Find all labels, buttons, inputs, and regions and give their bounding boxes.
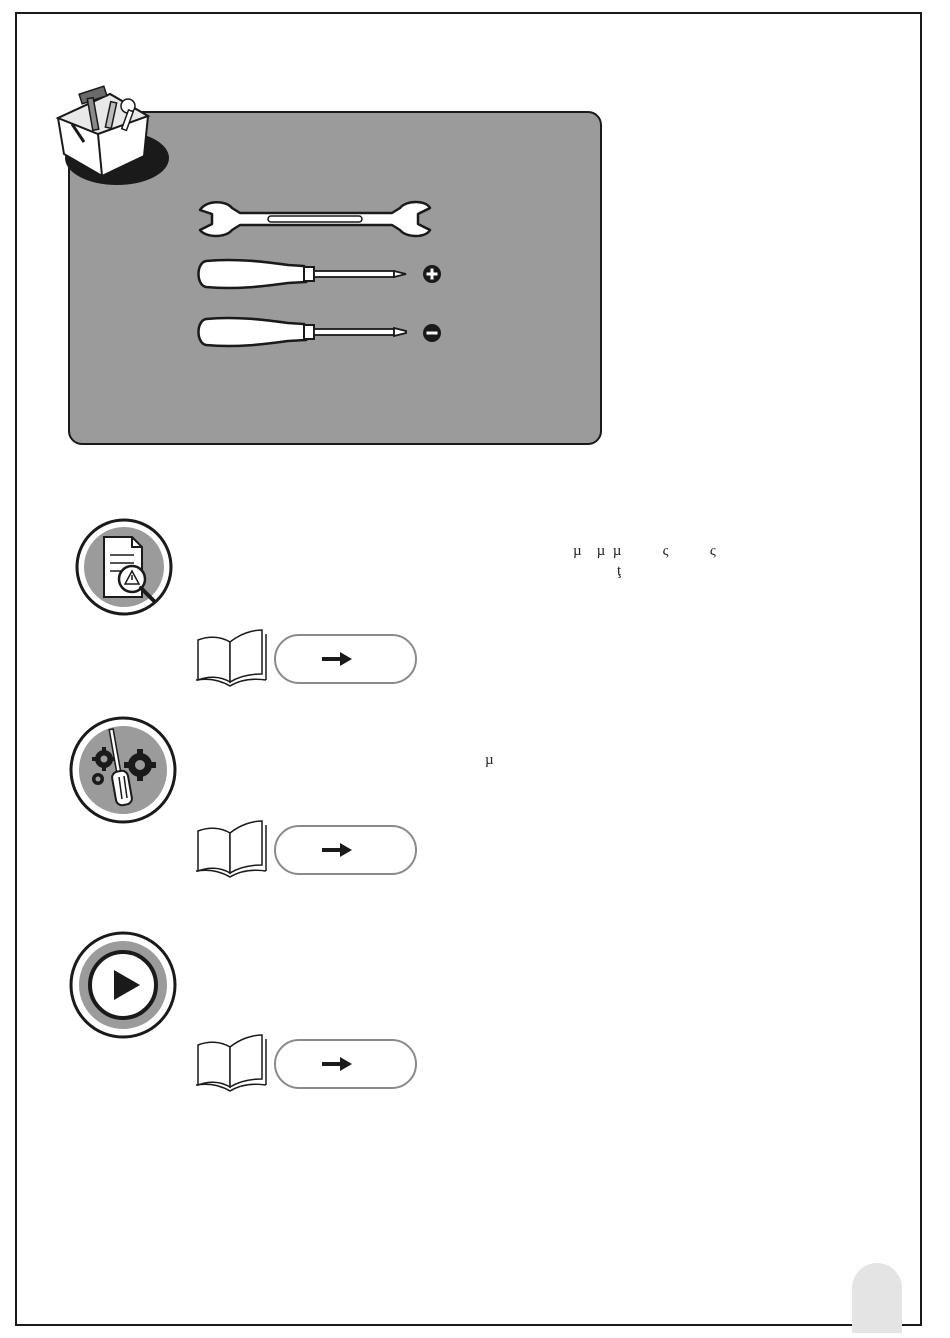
toolbox-icon	[50, 76, 170, 188]
reference-pill-3[interactable]	[274, 1039, 417, 1089]
minus-circle-icon	[423, 324, 441, 342]
plus-circle-icon	[423, 265, 441, 283]
document-warning-magnifier-icon	[74, 517, 174, 617]
play-icon	[68, 930, 178, 1040]
open-book-icon	[194, 819, 268, 879]
right-arrow-icon	[322, 1056, 354, 1072]
stray-glyphs-line2: ţ	[617, 563, 622, 579]
reference-pill-1[interactable]	[274, 634, 417, 684]
open-end-wrench-icon	[196, 198, 434, 242]
open-book-icon	[194, 1033, 268, 1093]
open-book-icon	[194, 628, 268, 688]
right-arrow-icon	[322, 651, 354, 667]
gears-screwdriver-icon	[68, 715, 178, 825]
right-arrow-icon	[322, 842, 354, 858]
phillips-screwdriver-icon	[196, 258, 410, 290]
page-number-tab	[852, 1263, 902, 1333]
stray-glyphs-line3: µ	[485, 752, 494, 768]
flat-screwdriver-icon	[196, 316, 410, 348]
stray-glyphs-line1: µ µ µ ς ς	[573, 543, 716, 559]
reference-pill-2[interactable]	[274, 825, 417, 875]
